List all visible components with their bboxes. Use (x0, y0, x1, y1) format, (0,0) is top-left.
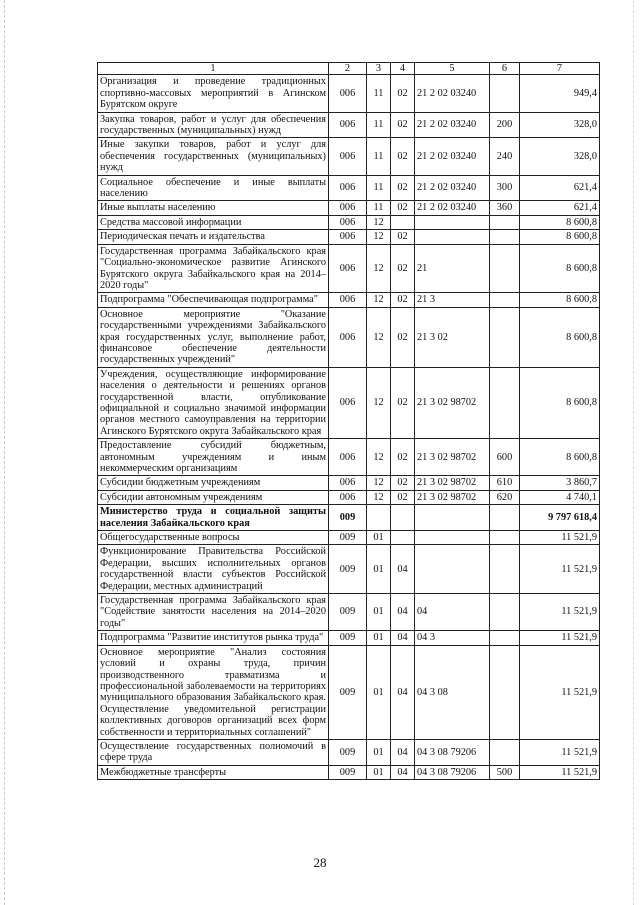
row-section-cell: 12 (367, 490, 391, 504)
row-section-cell: 11 (367, 112, 391, 138)
row-expense-type-cell (490, 215, 520, 229)
row-expense-type-cell (490, 367, 520, 438)
row-section-cell: 01 (367, 631, 391, 645)
row-expense-type-cell (490, 545, 520, 594)
row-amount-cell: 11 521,9 (520, 765, 600, 779)
row-amount-cell: 8 600,8 (520, 293, 600, 307)
row-name-cell: Подпрограмма "Развитие институтов рынка труда" (98, 631, 329, 645)
row-expense-type-cell: 620 (490, 490, 520, 504)
header-cell: 7 (520, 63, 600, 75)
row-section-cell: 12 (367, 215, 391, 229)
row-code-cell: 009 (329, 505, 367, 531)
row-subsection-cell (391, 531, 415, 545)
row-name-cell: Средства массовой информации (98, 215, 329, 229)
row-target-article-cell: 21 (415, 244, 490, 293)
row-target-article-cell: 21 3 02 98702 (415, 439, 490, 476)
row-code-cell: 009 (329, 594, 367, 631)
row-expense-type-cell (490, 594, 520, 631)
row-code-cell: 009 (329, 545, 367, 594)
table-row (98, 505, 600, 531)
row-amount-cell: 621,4 (520, 175, 600, 201)
row-code-cell: 006 (329, 201, 367, 215)
row-amount-cell: 3 860,7 (520, 476, 600, 490)
row-section-cell: 12 (367, 439, 391, 476)
row-target-article-cell: 21 2 02 03240 (415, 138, 490, 175)
row-expense-type-cell: 600 (490, 439, 520, 476)
row-code-cell: 006 (329, 138, 367, 175)
table-row (98, 594, 600, 631)
table-row (98, 645, 600, 739)
row-code-cell: 006 (329, 244, 367, 293)
row-expense-type-cell: 500 (490, 765, 520, 779)
row-target-article-cell (415, 545, 490, 594)
row-amount-cell: 8 600,8 (520, 307, 600, 367)
row-subsection-cell: 02 (391, 293, 415, 307)
scan-edge-right (633, 0, 635, 905)
row-code-cell: 006 (329, 293, 367, 307)
header-row (98, 63, 600, 75)
row-expense-type-cell (490, 739, 520, 765)
row-code-cell: 006 (329, 476, 367, 490)
table-row (98, 490, 600, 504)
row-code-cell: 006 (329, 307, 367, 367)
table-row (98, 439, 600, 476)
row-subsection-cell: 02 (391, 490, 415, 504)
row-name-cell: Иные выплаты населению (98, 201, 329, 215)
row-subsection-cell: 02 (391, 201, 415, 215)
row-amount-cell: 621,4 (520, 201, 600, 215)
row-subsection-cell: 04 (391, 739, 415, 765)
table-row (98, 201, 600, 215)
table-row (98, 739, 600, 765)
row-section-cell (367, 505, 391, 531)
row-code-cell: 006 (329, 490, 367, 504)
row-expense-type-cell (490, 293, 520, 307)
row-subsection-cell: 02 (391, 244, 415, 293)
row-name-cell: Основное мероприятие "Анализ состояния условий и охраны труда, причин производственного травматизма и профессиональной заболеваемости на территориях муниципального образования Забайкальского края. Осуществление уведомительной регистрации коллективных договоров организаций всех форм собственности и территориальных соглашений" (98, 645, 329, 739)
row-subsection-cell: 02 (391, 230, 415, 244)
row-subsection-cell: 04 (391, 645, 415, 739)
row-target-article-cell: 21 3 02 98702 (415, 367, 490, 438)
row-code-cell: 009 (329, 765, 367, 779)
row-target-article-cell: 21 2 02 03240 (415, 112, 490, 138)
header-cell: 6 (490, 63, 520, 75)
row-amount-cell: 8 600,8 (520, 230, 600, 244)
row-name-cell: Функционирование Правительства Российской Федерации, высших исполнительных органов государственной власти субъектов Российской Федерации, местных администраций (98, 545, 329, 594)
row-name-cell: Периодическая печать и издательства (98, 230, 329, 244)
row-name-cell: Социальное обеспечение и иные выплаты населению (98, 175, 329, 201)
row-subsection-cell: 04 (391, 545, 415, 594)
row-subsection-cell: 02 (391, 439, 415, 476)
row-amount-cell: 328,0 (520, 112, 600, 138)
table-row (98, 476, 600, 490)
header-cell: 4 (391, 63, 415, 75)
row-code-cell: 006 (329, 175, 367, 201)
row-amount-cell: 11 521,9 (520, 739, 600, 765)
table-row (98, 367, 600, 438)
row-section-cell: 11 (367, 201, 391, 215)
header-cell: 5 (415, 63, 490, 75)
row-amount-cell: 9 797 618,4 (520, 505, 600, 531)
row-amount-cell: 11 521,9 (520, 645, 600, 739)
table-row (98, 765, 600, 779)
table-row (98, 631, 600, 645)
row-expense-type-cell: 200 (490, 112, 520, 138)
row-name-cell: Подпрограмма "Обеспечивающая подпрограмма" (98, 293, 329, 307)
header-cell: 3 (367, 63, 391, 75)
row-section-cell: 12 (367, 230, 391, 244)
row-amount-cell: 8 600,8 (520, 439, 600, 476)
row-name-cell: Осуществление государственных полномочий в сфере труда (98, 739, 329, 765)
header-cell: 2 (329, 63, 367, 75)
table-row (98, 531, 600, 545)
row-section-cell: 12 (367, 293, 391, 307)
row-section-cell: 01 (367, 594, 391, 631)
row-expense-type-cell (490, 307, 520, 367)
row-code-cell: 009 (329, 645, 367, 739)
row-code-cell: 006 (329, 215, 367, 229)
row-section-cell: 01 (367, 531, 391, 545)
table-row (98, 175, 600, 201)
row-name-cell: Государственная программа Забайкальского края "Содействие занятости населения на 2014–2020 годы" (98, 594, 329, 631)
row-name-cell: Основное мероприятие "Оказание государственными учреждениями Забайкальского края государственных услуг, выполнение работ, финансовое обеспечение деятельности государственных учреждений" (98, 307, 329, 367)
row-name-cell: Учреждения, осуществляющие информирование населения о деятельности и решениях органов государственной власти, опубликование официальной и социально значимой информации органов местного самоуправления на территории Агинского Бурятского округа Забайкальского края (98, 367, 329, 438)
row-target-article-cell: 21 3 02 98702 (415, 490, 490, 504)
row-target-article-cell: 04 3 08 79206 (415, 739, 490, 765)
row-target-article-cell: 21 2 02 03240 (415, 75, 490, 112)
row-subsection-cell (391, 215, 415, 229)
table-row (98, 545, 600, 594)
table-row (98, 75, 600, 112)
row-subsection-cell: 02 (391, 112, 415, 138)
row-code-cell: 006 (329, 230, 367, 244)
header-cell: 1 (98, 63, 329, 75)
row-expense-type-cell: 300 (490, 175, 520, 201)
row-amount-cell: 11 521,9 (520, 594, 600, 631)
row-code-cell: 006 (329, 75, 367, 112)
table-row (98, 244, 600, 293)
row-code-cell: 009 (329, 739, 367, 765)
row-subsection-cell: 02 (391, 175, 415, 201)
row-name-cell: Закупка товаров, работ и услуг для обеспечения государственных (муниципальных) нужд (98, 112, 329, 138)
row-code-cell: 009 (329, 531, 367, 545)
table-row (98, 307, 600, 367)
table-row (98, 215, 600, 229)
row-subsection-cell (391, 505, 415, 531)
row-amount-cell: 11 521,9 (520, 531, 600, 545)
row-expense-type-cell (490, 75, 520, 112)
row-code-cell: 009 (329, 631, 367, 645)
row-subsection-cell: 02 (391, 75, 415, 112)
row-target-article-cell: 21 3 02 98702 (415, 476, 490, 490)
row-code-cell: 006 (329, 367, 367, 438)
row-target-article-cell: 04 3 (415, 631, 490, 645)
row-name-cell: Министерство труда и социальной защиты населения Забайкальского края (98, 505, 329, 531)
row-target-article-cell (415, 230, 490, 244)
row-amount-cell: 949,4 (520, 75, 600, 112)
row-expense-type-cell (490, 631, 520, 645)
row-subsection-cell: 02 (391, 307, 415, 367)
row-name-cell: Межбюджетные трансферты (98, 765, 329, 779)
row-section-cell: 12 (367, 307, 391, 367)
row-expense-type-cell: 240 (490, 138, 520, 175)
table-body (98, 75, 600, 780)
table-row (98, 112, 600, 138)
row-target-article-cell: 21 2 02 03240 (415, 175, 490, 201)
row-target-article-cell: 04 (415, 594, 490, 631)
row-section-cell: 01 (367, 765, 391, 779)
row-code-cell: 006 (329, 112, 367, 138)
budget-table (97, 62, 600, 780)
row-section-cell: 11 (367, 138, 391, 175)
row-section-cell: 01 (367, 545, 391, 594)
row-amount-cell: 4 740,1 (520, 490, 600, 504)
row-subsection-cell: 02 (391, 476, 415, 490)
row-amount-cell: 11 521,9 (520, 545, 600, 594)
row-expense-type-cell (490, 244, 520, 293)
row-name-cell: Субсидии бюджетным учреждениям (98, 476, 329, 490)
row-section-cell: 11 (367, 175, 391, 201)
row-amount-cell: 8 600,8 (520, 367, 600, 438)
row-subsection-cell: 04 (391, 594, 415, 631)
row-target-article-cell: 21 3 02 (415, 307, 490, 367)
row-amount-cell: 8 600,8 (520, 244, 600, 293)
row-name-cell: Субсидии автономным учреждениям (98, 490, 329, 504)
row-expense-type-cell (490, 230, 520, 244)
row-name-cell: Иные закупки товаров, работ и услуг для обеспечения государственных (муниципальных) нужд (98, 138, 329, 175)
row-section-cell: 12 (367, 244, 391, 293)
row-target-article-cell: 21 2 02 03240 (415, 201, 490, 215)
row-amount-cell: 328,0 (520, 138, 600, 175)
row-expense-type-cell: 360 (490, 201, 520, 215)
row-section-cell: 11 (367, 75, 391, 112)
row-target-article-cell: 21 3 (415, 293, 490, 307)
row-section-cell: 01 (367, 739, 391, 765)
row-target-article-cell (415, 505, 490, 531)
row-section-cell: 01 (367, 645, 391, 739)
row-expense-type-cell: 610 (490, 476, 520, 490)
row-name-cell: Государственная программа Забайкальского края "Социально-экономическое развитие Агинского Бурятского округа Забайкальского края на 2014–2020 годы" (98, 244, 329, 293)
row-name-cell: Организация и проведение традиционных спортивно-массовых мероприятий в Агинском Бурятском округе (98, 75, 329, 112)
row-amount-cell: 8 600,8 (520, 215, 600, 229)
scan-edge-left (4, 0, 6, 905)
table-row (98, 293, 600, 307)
row-target-article-cell (415, 215, 490, 229)
row-amount-cell: 11 521,9 (520, 631, 600, 645)
row-expense-type-cell (490, 645, 520, 739)
table-row (98, 138, 600, 175)
row-subsection-cell: 04 (391, 631, 415, 645)
row-subsection-cell: 02 (391, 367, 415, 438)
row-section-cell: 12 (367, 367, 391, 438)
row-code-cell: 006 (329, 439, 367, 476)
row-name-cell: Предоставление субсидий бюджетным, автономным учреждениям и иным некоммерческим организациям (98, 439, 329, 476)
page-number: 28 (313, 855, 327, 870)
row-target-article-cell: 04 3 08 (415, 645, 490, 739)
row-name-cell: Общегосударственные вопросы (98, 531, 329, 545)
row-target-article-cell (415, 531, 490, 545)
row-subsection-cell: 04 (391, 765, 415, 779)
row-expense-type-cell (490, 531, 520, 545)
row-section-cell: 12 (367, 476, 391, 490)
table-row (98, 230, 600, 244)
row-target-article-cell: 04 3 08 79206 (415, 765, 490, 779)
row-expense-type-cell (490, 505, 520, 531)
row-subsection-cell: 02 (391, 138, 415, 175)
